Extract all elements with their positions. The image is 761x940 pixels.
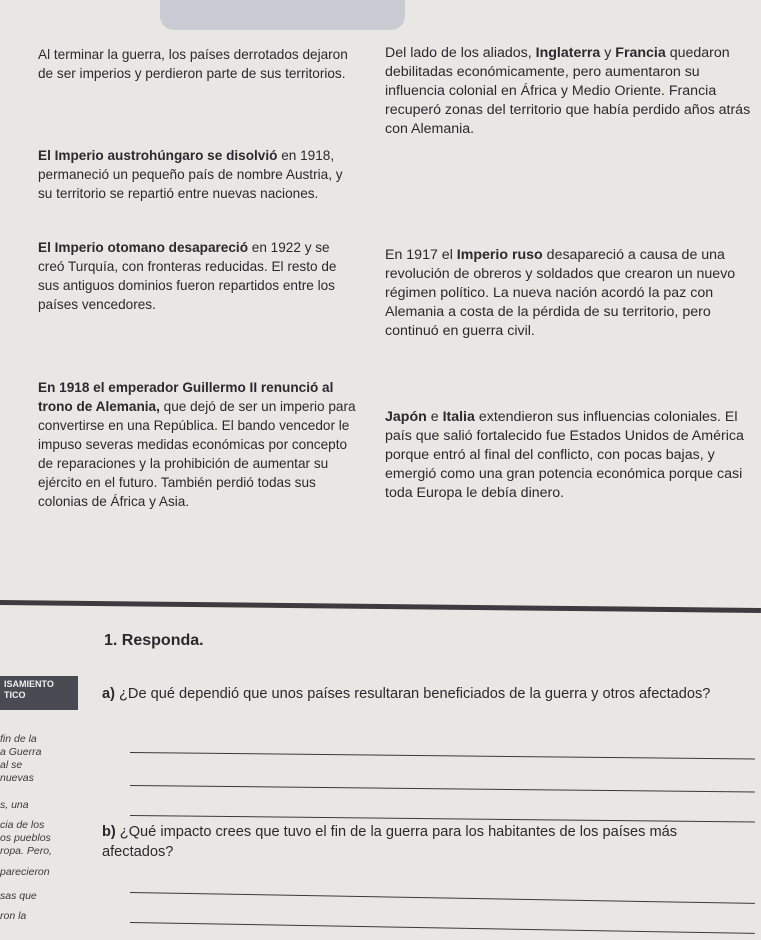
paragraph-russia: En 1917 el Imperio ruso desapareció a causa de una revolución de obreros y soldados que crearon un nuevo régimen político. La nueva nación acordó la paz con Alemania a costa de la pérdida de su territorio, pero continuó en guerra civil. (385, 247, 736, 339)
strong-text: El Imperio austrohúngaro se disolvió (38, 148, 278, 163)
section-title: 1. Responda. (104, 632, 204, 649)
margin-note: cia de los (0, 819, 45, 831)
margin-note: a Guerra (0, 746, 42, 758)
paragraph-germany: En 1918 el emperador Guillermo II renunció al trono de Alemania, que dejó de ser un imperio para convertirse en una República. El bando vencedor le impuso severas medidas económicas por concepto de reparaciones y la prohibición de aumentar su ejército en el futuro. También perdió todas sus colonias de África y Asia. (38, 380, 356, 509)
strong-text: El Imperio otomano desapareció (38, 240, 248, 255)
margin-note: ron la (0, 910, 27, 922)
margin-note: parecieron (0, 866, 50, 878)
margin-note: ropa. Pero, (0, 845, 52, 857)
margin-note: s, una (0, 799, 29, 811)
margin-note: nuevas (0, 772, 34, 784)
margin-note: fin de la (0, 733, 37, 745)
question-a: a) ¿De qué dependió que unos países resultaran beneficiados de la guerra y otros afectados? (102, 686, 711, 702)
paragraph-allies: Del lado de los aliados, Inglaterra y Francia quedaron debilitadas económicamente, pero aumentaron su influencia colonial en África y Medio Oriente. Francia recuperó zonas del territorio que había perdido años atrás con Alemania. (385, 45, 751, 137)
answer-line-a1[interactable] (130, 752, 755, 760)
thinking-badge: ISAMIENTO TICO (0, 676, 78, 710)
margin-note: al se (0, 759, 23, 771)
paragraph-japan-italy-usa: Japón e Italia extendieron sus influencias coloniales. El país que salió fortalecido fue Estados Unidos de América porque entró al final del conflicto, con pocas bajas, y emergió como una gran potencia económica porque casi toda Europa le debía dinero. (385, 409, 744, 501)
answer-line-b2[interactable] (130, 922, 755, 934)
top-tab-decoration (160, 0, 405, 30)
paragraph-ottoman: El Imperio otomano desapareció en 1922 y se creó Turquía, con fronteras reducidas. El resto de sus antiguos dominios fueron repartidos entre los países vencedores. (38, 240, 337, 312)
answer-line-a2[interactable] (130, 785, 755, 793)
question-b: b) ¿Qué impacto crees que tuvo el fin de la guerra para los habitantes de los países más afectados? (102, 824, 678, 860)
answer-line-b1[interactable] (130, 892, 755, 904)
section-divider (0, 600, 761, 613)
margin-note: os pueblos (0, 832, 51, 844)
paragraph-defeated-countries: Al terminar la guerra, los países derrotados dejaron de ser imperios y perdieron parte de sus territorios. (38, 47, 348, 81)
paragraph-austro-hungarian: El Imperio austrohúngaro se disolvió en 1918, permaneció un pequeño país de nombre Austria, y su territorio se repartió entre nuevas naciones. (38, 148, 343, 201)
margin-note: sas que (0, 890, 37, 902)
strong-text: En 1918 el emperador Guillermo II renunció al trono de Alemania, (38, 380, 334, 414)
